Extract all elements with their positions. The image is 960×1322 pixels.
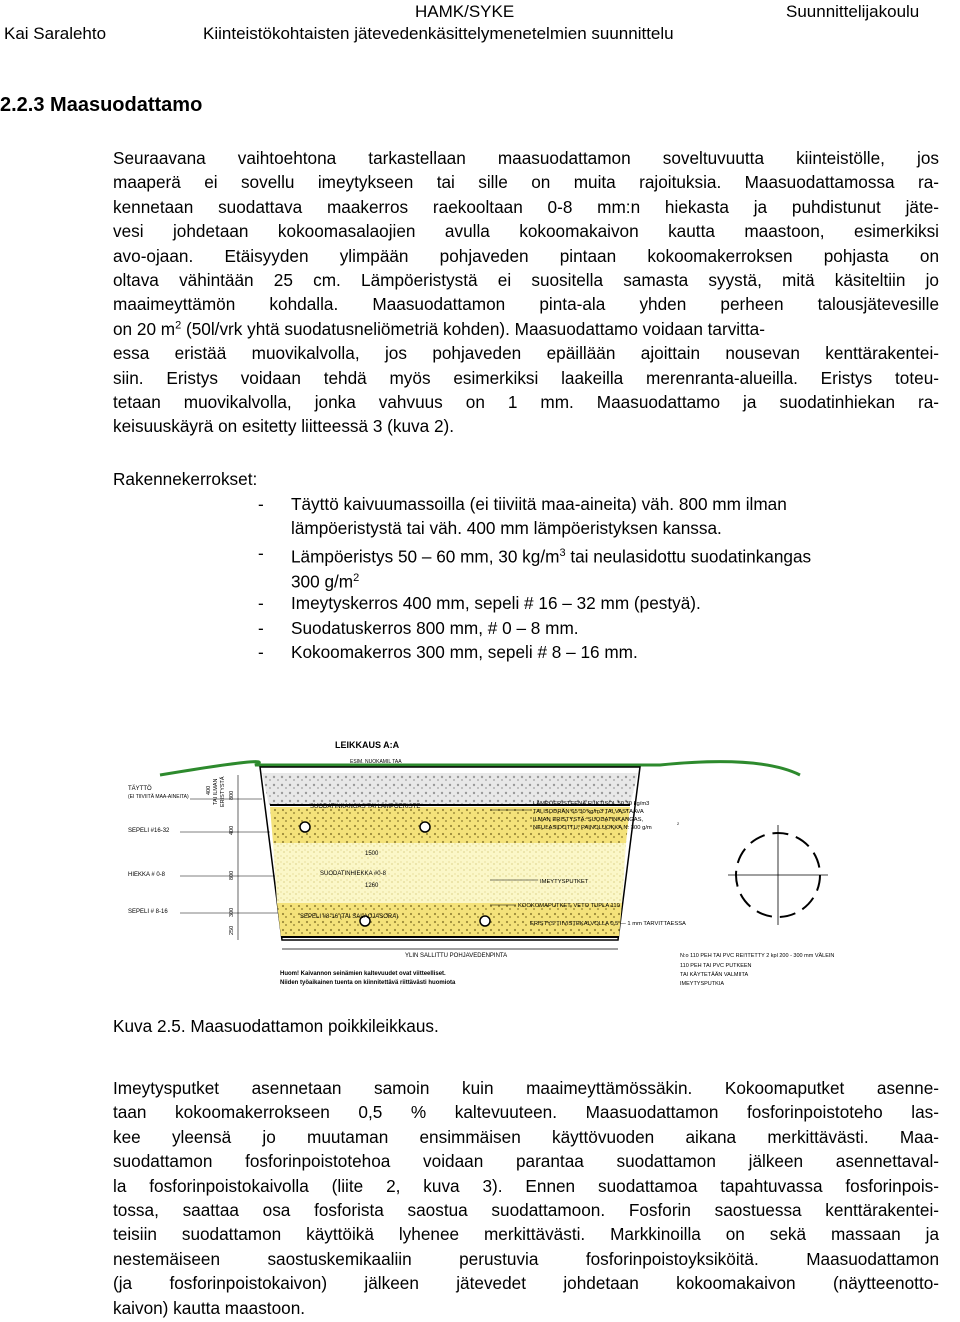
dim-or-none: TAI ILMAN [213,778,219,805]
right-label-4: NEULASIDOTTU, PAINOLUOKKA N: 300 g/m [533,825,652,831]
superscript: 2 [175,319,182,331]
p1-line: maaimeyttämön kohdalla. Maasuodattamon pinta-ala yhden perheen talousjätevesille [113,294,939,315]
paragraph-1 [113,146,939,439]
p1-line: oltava vähintään 25 cm. Lämpöeristystä ei suositella samasta syystä, mitä käsiteltiin jo [113,269,939,290]
label-filter-sand: SUODATINHIEKKA #0-8 [320,871,386,877]
left-label-sand: HIEKKA # 0-8 [128,872,166,878]
header-author: Kai Saralehto [4,24,107,43]
label-gravel-8-16: SEPELI #8-16 (TAI SALAOJASORA) [300,914,399,920]
right-label-2: TAI ISODRÄN 65 30 kg/m3 TAI VASTAAVA [533,809,644,815]
p2-line: nestemäiseen saostuskemikaaliin perustuvia fosforinpoistoyksiköitä. Maasuodattamon [113,1248,939,1269]
label-groundwater: YLIN SALLITTU POHJAVEDENPINTA [405,953,508,959]
right-label-sup: 2 [677,821,680,826]
p2-line: tossa, saattaa osa fosforista saostua suodattamoon. Fosforin saostuessa kenttärakentei- [113,1199,939,1220]
cross-section-figure [120,735,840,1005]
p2-line: suodattamon fosforinpoistotehoa voidaan parantaa suodattamon jälkeen asennettaval- [113,1151,939,1172]
pipe [300,822,310,832]
header-right: Suunnittelijakoulu [786,2,920,21]
pipe [420,822,430,832]
p2-line: kee yleensä jo muutaman ensimmäisen käyttövuoden aikana merkittävästi. Maa- [113,1126,939,1147]
dim-insulation: ERISTYSTÄ [220,776,226,807]
right-label-pipes: IMEYTYSPUTKET [540,879,589,885]
dim-400: 400 [206,785,212,795]
p2-line: kaivon) kautta maastoon. [113,1297,306,1318]
p2-line: teisiin suodattamon käyttöikä lyhenee merkittävästi. Markkinoilla on sekä massaan ja [113,1224,939,1245]
section-heading: 2.2.3 Maasuodattamo [0,94,203,116]
figure-caption: Kuva 2.5. Maasuodattamon poikkileikkaus. [113,1016,439,1036]
p1-line-with-sup: on 20 $m^2$ (50l/vrk yhtä suodatusneliömetriä kohden). Maasuodattamo voidaan tarvitta- [113,318,765,339]
dim-1260: 1260 [365,883,379,889]
p1-line: tetaan muovikalvolla, jonka vahvuus on 1 mm. Maasuodattamo ja suodatinhiekan ra- [113,391,939,412]
left-label-fill-sub: (EI TIIVIITÄ MAA-AINEITA) [128,794,189,800]
p2-line: (ja fosforinpoistokaivon) jälkeen jätevedet johdetaan kokoomakaivon (näytteenotto- [113,1273,939,1294]
p1-line: Seuraavana vaihtoehtona tarkastellaan maasuodattamon soveltuvuutta kiinteistölle, jos [113,148,939,168]
p1-line: essa eristää muovikalvolla, jos pohjaveden epäillään ajoittain nousevan kenttärakentei- [113,343,939,364]
note-right-1: N:o 110 PEH TAI PVC REI'ITETTY 2 kpl 200 - 300 mm VÄLEIN [680,953,835,959]
left-label-gravel-8-16: SEPELI # 8-16 [128,909,168,915]
p2-line: la fosforinpoistokaivolla (liite 2, kuva 3). Ennen suodattamoa tapahtuvassa fosforinpois- [113,1175,939,1196]
p2-line: taan kokoomakerrokseen 0,5 % kaltevuuteen. Maasuodattamon fosforinpoistoteho las- [113,1102,939,1123]
left-label-fill: TÄYTTÖ [128,786,152,792]
note-right-3: TAI KÄYTETÄÄN VALMIITA [680,972,749,978]
header-doc-title: Kiinteistökohtaisten jätevedenkäsittelymenetelmien suunnittelu [203,24,674,43]
left-label-gravel-16-32: SEPELI #16-32 [128,828,170,834]
header-center-top: HAMK/SYKE [415,2,515,21]
right-label-membrane: ERISTYS TIIVISTEKALVOLLA 0.5 — 1 mm TARVITTAESSA [530,921,686,927]
dim-300: 300 [229,907,235,917]
paragraph-2 [113,1076,939,1320]
label-filter-fabric: SUODATINKANGAS TAI LÄMPÖERISTE [310,804,421,810]
p1-line: kennetaan suodattava maakerros raekooltaan 0-8 mm:n hiekasta ja puhdistunut jäte- [113,196,939,217]
p2-line: Imeytysputket asennetaan samoin kuin maaimeyttämössäkin. Kokoomaputket asenne- [113,1078,939,1098]
right-label-1: LÄMPÖERISTEENÄ FUKTISOL 50 30 kg/m3 [533,801,650,807]
note-right-4: IMEYTYSPUTKIA [680,981,725,987]
p1-line: siin. Eristys voidaan tehdä myös esimerkiksi laakeilla merenranta-alueilla. Eristys toteu- [113,367,939,388]
dim-250: 250 [229,925,235,935]
right-label-collection: KOOKOMAPUTKET, VETO TUPLA 110 [518,903,620,909]
layers-title: Rakennekerrokset: [113,469,258,489]
dim-800b: 800 [229,870,235,880]
note-left-1: Huom! Kaivannon seinämien kaltevuudet ovat viitteelliset. [280,971,446,977]
right-label-3: ILMAN ERISTYSTÄ: SUODATINKANGAS, [533,817,644,823]
dim-400b: 400 [229,825,235,835]
p1-line: avo-ojaan. Etäisyyden ylimpään pohjaveden pintaan kokoomakerroksen pohjasta on [113,245,939,266]
dim-800a: 800 [229,790,235,800]
dim-1500: 1500 [365,851,379,857]
note-right-2: 110 PEH TAI PVC PUTKEEN [680,963,752,969]
pipe [480,916,490,926]
p1-line: vesi johdetaan kokoomasalaojien avulla kokoomakaivon kautta maastoon, esimerkiksi [113,221,939,242]
note-left-2: Niiden työaikainen tuenta on kiinnitettävä riittävästi huomiota [280,980,456,986]
figure-title: LEIKKAUS A:A [335,740,400,750]
p1-line: keisuuskäyrä on esitetty liitteessä 3 (kuva 2). [113,416,455,437]
figure-top-small: ESIM. NUOKAMIL TAA [350,759,402,765]
p1-line: maaperä ei sovellu imeytykseen tai sille on muita rajoituksia. Maasuodattamossa ra- [113,172,939,193]
